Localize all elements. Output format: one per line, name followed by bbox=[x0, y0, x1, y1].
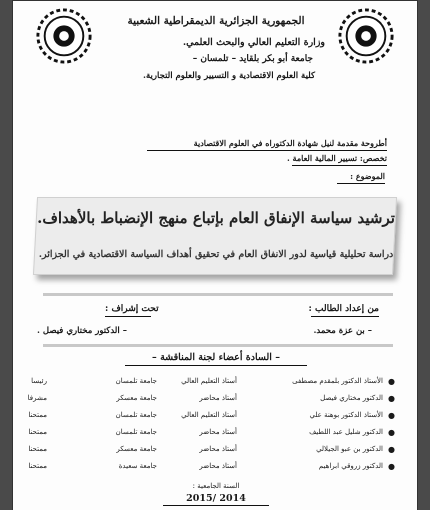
member-name: الدكتور شليل عبد اللطيف bbox=[309, 428, 383, 436]
member-university: جامعة معسكر bbox=[116, 445, 157, 453]
committee-row bbox=[13, 408, 419, 424]
republic-name: الجمهورية الجزائرية الديمقراطية الشعبية bbox=[127, 15, 305, 27]
member-name: الأستاذ الدكتور بوهنة علي bbox=[309, 411, 383, 419]
member-rank: أستاذ محاضر bbox=[199, 462, 237, 470]
member-rank: أستاذ التعليم العالي bbox=[181, 411, 237, 419]
ministry-name: وزارة التعليم العالي والبحث العلمي. bbox=[182, 37, 325, 48]
thesis-specialty-underline bbox=[292, 165, 387, 166]
member-name: الأستاذ الدكتور بلمقدم مصطفى bbox=[292, 377, 383, 385]
member-name: الدكتور زروقي ابراهيم bbox=[318, 462, 383, 470]
member-university: جامعة سعيدة bbox=[118, 462, 157, 470]
bullet-icon: ● bbox=[388, 428, 395, 437]
committee-heading: – السادة أعضاء لجنة المناقشة – bbox=[152, 352, 280, 363]
student-label-underline bbox=[311, 316, 379, 317]
member-university: جامعة تلمسان bbox=[115, 411, 157, 419]
member-role: ممتحنا bbox=[28, 428, 47, 436]
student-name: – بن عزة محمد. bbox=[313, 326, 372, 336]
bullet-icon: ● bbox=[388, 411, 395, 420]
member-name: الدكتور بن عبو الجيلالي bbox=[316, 445, 383, 453]
thesis-subtitle: دراسة تحليلية قياسية لدور الانفاق العام في تحقيق أهداف السياسة الاقتصادية في الجزائر. bbox=[38, 249, 394, 260]
member-rank: أستاذ محاضر bbox=[199, 445, 237, 453]
faculty-name: كلية العلوم الاقتصادية و التسيير والعلوم التجارية. bbox=[143, 71, 315, 81]
thesis-specialty: تخصص: تسيير المالية العامة . bbox=[286, 153, 387, 163]
supervisor-label-underline bbox=[105, 316, 151, 317]
member-university: جامعة تلمسان bbox=[115, 428, 157, 436]
student-label: من إعداد الطالب : bbox=[308, 304, 379, 314]
member-name: الدكتور مختاري فيصل bbox=[320, 394, 383, 402]
committee-heading-underline bbox=[125, 365, 307, 366]
supervisor-label: تحت إشراف : bbox=[105, 304, 159, 314]
member-university: جامعة معسكر bbox=[116, 394, 157, 402]
member-university: جامعة تلمسان bbox=[115, 377, 157, 385]
thesis-cover-page bbox=[12, 0, 418, 510]
member-rank: أستاذ محاضر bbox=[199, 394, 237, 402]
university-name: جامعة أبو بكر بلقايد – تلمسان – bbox=[192, 54, 313, 64]
member-role: ممتحنا bbox=[28, 445, 47, 453]
committee-row bbox=[13, 425, 419, 441]
bullet-icon: ● bbox=[388, 462, 395, 471]
member-rank: أستاذ التعليم العالي bbox=[181, 377, 237, 385]
academic-year-underline bbox=[163, 505, 269, 506]
thesis-title: ترشيد سياسة الإنفاق العام بإتباع منهج الإنضباط بالأهداف. bbox=[37, 209, 395, 227]
committee-row bbox=[13, 374, 419, 390]
separator-bar bbox=[43, 344, 393, 347]
thesis-purpose-underline bbox=[147, 150, 387, 151]
member-role: مشرفا bbox=[27, 394, 47, 402]
committee-row bbox=[13, 459, 419, 475]
member-rank: أستاذ محاضر bbox=[199, 428, 237, 436]
academic-year: 2014 /2015 bbox=[186, 493, 246, 504]
member-role: ممتحنا bbox=[28, 411, 47, 419]
academic-year-label: السنة الجامعية : bbox=[192, 482, 240, 490]
bullet-icon: ● bbox=[388, 394, 395, 403]
separator-bar bbox=[43, 293, 393, 296]
committee-row bbox=[13, 391, 419, 407]
thesis-purpose: أطروحة مقدمة لنيل شهادة الدكتوراه في العلوم الاقتصادية bbox=[193, 138, 387, 148]
member-role: ممتحنا bbox=[28, 462, 47, 470]
subject-label: الموضوع : bbox=[350, 171, 385, 181]
member-role: رئيسا bbox=[31, 377, 47, 385]
supervisor-name: – الدكتور مختاري فيصل . bbox=[37, 326, 127, 336]
subject-label-underline bbox=[337, 183, 385, 184]
bullet-icon: ● bbox=[388, 377, 395, 386]
bullet-icon: ● bbox=[388, 445, 395, 454]
committee-row bbox=[13, 442, 419, 458]
